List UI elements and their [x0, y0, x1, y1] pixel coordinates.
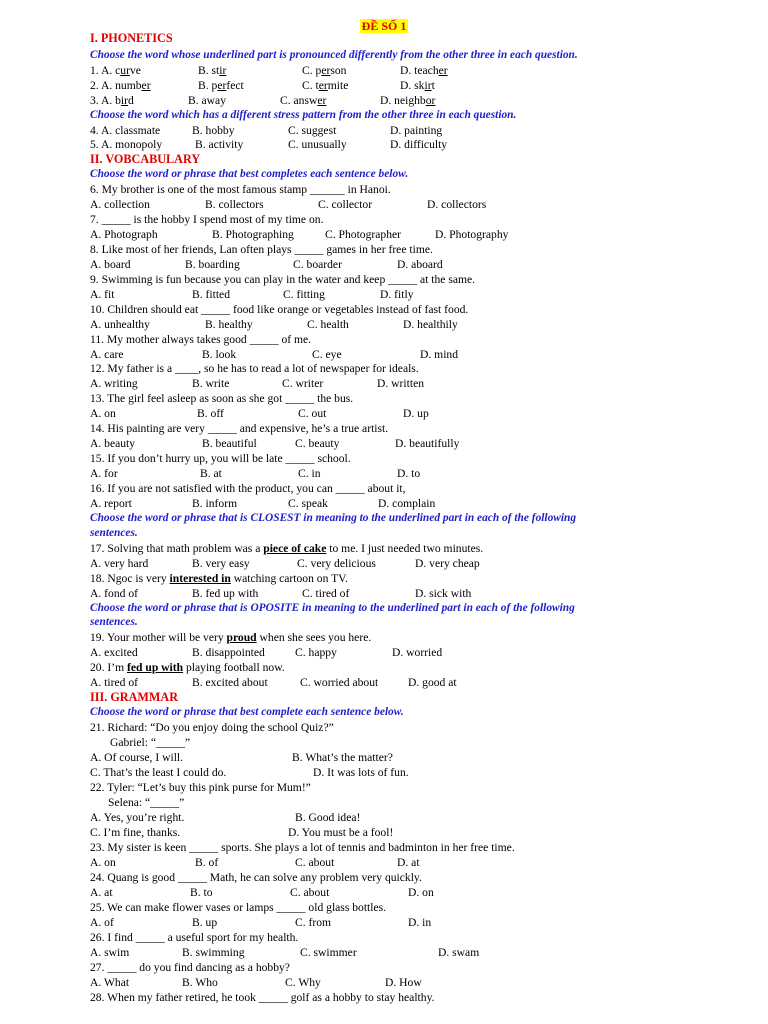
- question-23-stem: 23. My sister is keen _____ sports. She plays a lot of tennis and badminton in her free time.: [90, 841, 515, 854]
- question-10-stem: 10. Children should eat _____ food like orange or vegetables instead of fast food.: [90, 303, 469, 316]
- question-22-response: Selena: “_____”: [108, 796, 185, 809]
- question-26-stem: 26. I find _____ a useful sport for my health.: [90, 931, 299, 944]
- section-heading-grammar: III. GRAMMAR: [90, 690, 179, 704]
- instruction-closest-line1: Choose the word or phrase that is CLOSEST in meaning to the underlined part in each of the following: [90, 512, 577, 524]
- question-12-stem: 12. My father is a ____, so he has to read a lot of newspaper for ideals.: [90, 362, 419, 375]
- question-21-stem: 21. Richard: “Do you enjoy doing the school Quiz?”: [90, 721, 334, 734]
- question-27-stem: 27. _____ do you find dancing as a hobby?: [90, 961, 290, 974]
- question-7-stem: 7. _____ is the hobby I spend most of my time on.: [90, 213, 324, 226]
- question-11-stem: 11. My mother always takes good _____ of me.: [90, 333, 312, 346]
- worksheet-page: ĐỀ SỐ 1 I. PHONETICS Choose the word whose underlined part is pronounced differently from the other three in each question. 1. A. curve B. stir C. person D. teacher 2. A. number B. perfect C. termite D. skirt 3. A. bird B. away C. answer D. neighbor Choose the word which has a different stress pattern from the other three in each question. 4. A. classmate B. hobby C. suggest D. painting 5. A. monopoly B. activity C. unusually D. difficulty II. VOBCABULARY Choose the word or phrase that best completes each sentence below. 6. My brother is one of the most famous stamp ______ in Hanoi. A. collection B. collectors C. collector D. collectors 7. _____ is the hobby I spend most of my time on. A. Photograph B. Photographing C. Photographer D. Photography 8. Like most of her friends, Lan often plays _____ games in her free time. A. board B. boarding C. boarder D. aboard 9. Swimming is fun because you can play in the water and keep _____ at the same. A. fit B. fitted C. fitting D. fitly 10. Children should eat _____ food like orange or vegetables instead of fast food. A. unhealthy B. healthy C. health D. healthily 11. My mother always takes good _____ of me. A. care B. look C. eye D. mind 12. My father is a ____, so he has to read a lot of newspaper for ideals. A. writing B. write C. writer D. written 13. The girl feel asleep as soon as she got _____ the bus. A. on B. off C. out D. up 14. His painting are very _____ and expensive, he’s a true artist. A. beauty B. beautiful C. beauty D. beautifully 15. If you don’t hurry up, you will be late _____ school. A. for B. at C. in D. to 16. If you are not satisfied with the product, you can _____ about it, A. report B. inform C. speak D. complain Choose the word or phrase that is CLOSEST in meaning to the underlined part in each of the following sentences. 17. Solving that math problem was a piece of cake to me. I just needed two minutes. A. very hard B. very easy C. very delicious D. very cheap 18. Ngoc is very interested in watching cartoon on TV. A. fond of B. fed up with C. tired of D. sick with Choose the word or phrase that is OPOSITE in meaning to the underlined part in each of the following sentences. 19. Your mother will be very proud when she sees you here. A. excited B. disappointed C. happy D. worried 20. I’m fed up with playing football now. A. tired of B. excited about C. worried about D. good at III. GRAMMAR Choose the word or phrase that best complete each sentence below. 21. Richard: “Do you enjoy doing the school Quiz?” Gabriel: “_____” A. Of course, I will. B. What’s the matter? C. That’s the least I could do. D. It was lots of fun. 22. Tyler: “Let’s buy this pink purse for Mum!” Selena: “_____” A. Yes, you’re right. B. Good idea! C. I’m fine, thanks. D. You must be a fool! 23. My sister is keen _____ sports. She plays a lot of tennis and badminton in her free time. A. on B. of C. about D. at 24. Quang is good _____ Math, he can solve any problem very quickly. A. at B. to C. about D. on 25. We can make flower vases or lamps _____ old glass bottles. A. of B. up C. from D. in 26. I find _____ a useful sport for my health. A. swim B. swimming C. swimmer D. swam 27. _____ do you find dancing as a hobby? A. What B. Who C. Why D. How 28. When my father retired, he took _____ golf as a hobby to stay healthy.: [0, 0, 768, 1024]
- instruction-opposite-line1: Choose the word or phrase that is OPOSITE in meaning to the underlined part in each of the following: [90, 602, 575, 614]
- question-9-stem: 9. Swimming is fun because you can play in the water and keep _____ at the same.: [90, 273, 476, 286]
- question-14-stem: 14. His painting are very _____ and expensive, he’s a true artist.: [90, 422, 389, 435]
- question-22-stem: 22. Tyler: “Let’s buy this pink purse for Mum!”: [90, 781, 311, 794]
- question-18-stem: 18. Ngoc is very interested in watching cartoon on TV.: [90, 572, 348, 585]
- question-15-stem: 15. If you don’t hurry up, you will be late _____ school.: [90, 452, 351, 465]
- instruction-grammar: Choose the word or phrase that best complete each sentence below.: [90, 706, 404, 718]
- instruction-opposite-line2: sentences.: [90, 616, 138, 628]
- instruction-pronunciation: Choose the word whose underlined part is pronounced differently from the other three in each question.: [90, 49, 578, 61]
- section-heading-vocabulary: II. VOBCABULARY: [90, 152, 201, 166]
- question-25-stem: 25. We can make flower vases or lamps _____ old glass bottles.: [90, 901, 387, 914]
- question-17-stem: 17. Solving that math problem was a piece of cake to me. I just needed two minutes.: [90, 542, 484, 555]
- instruction-stress: Choose the word which has a different stress pattern from the other three in each question.: [90, 109, 517, 121]
- question-21-response: Gabriel: “_____”: [110, 736, 191, 749]
- question-20-stem: 20. I’m fed up with playing football now.: [90, 661, 285, 674]
- question-6-stem: 6. My brother is one of the most famous stamp ______ in Hanoi.: [90, 183, 391, 196]
- question-19-stem: 19. Your mother will be very proud when she sees you here.: [90, 631, 372, 644]
- question-13-stem: 13. The girl feel asleep as soon as she got _____ the bus.: [90, 392, 354, 405]
- question-8-stem: 8. Like most of her friends, Lan often plays _____ games in her free time.: [90, 243, 433, 256]
- worksheet-title: ĐỀ SỐ 1: [361, 19, 407, 33]
- instruction-complete: Choose the word or phrase that best completes each sentence below.: [90, 168, 409, 180]
- question-16-stem: 16. If you are not satisfied with the product, you can _____ about it,: [90, 482, 406, 495]
- section-heading-phonetics: I. PHONETICS: [90, 31, 173, 45]
- instruction-closest-line2: sentences.: [90, 527, 138, 539]
- question-28-stem: 28. When my father retired, he took _____ golf as a hobby to stay healthy.: [90, 991, 435, 1004]
- question-24-stem: 24. Quang is good _____ Math, he can solve any problem very quickly.: [90, 871, 422, 884]
